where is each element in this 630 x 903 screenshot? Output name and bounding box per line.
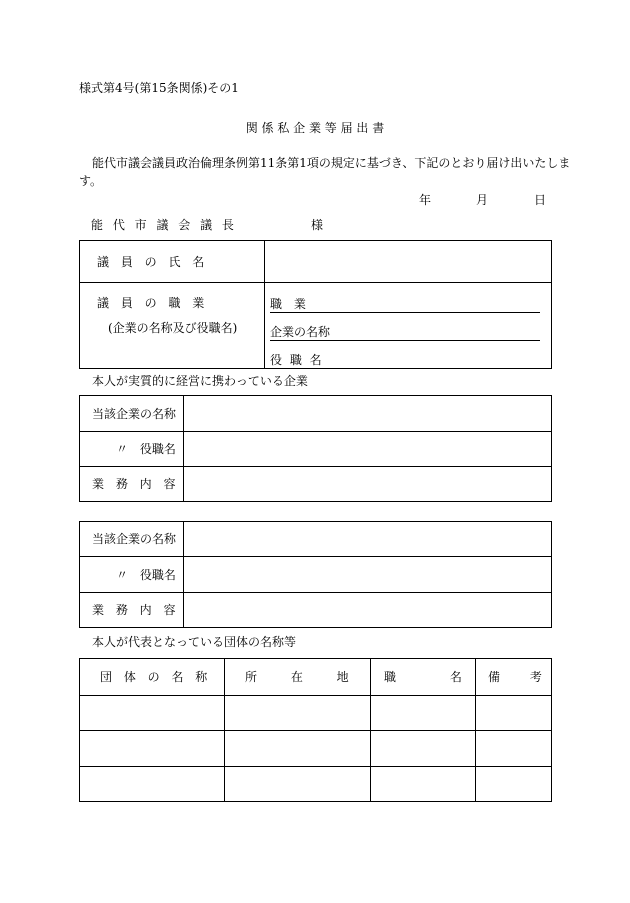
form-number: 様式第4号(第15条関係)その1 [79,81,239,95]
table-row [80,767,552,802]
org-remarks-cell[interactable] [476,731,552,767]
company-position-label-cell [80,557,184,593]
occupation-field-label: 職 業 [270,297,306,311]
company-name-label: 当該企業の名称 [92,532,177,546]
org-remarks-cell[interactable] [476,767,552,802]
company-position-label-cell [80,432,184,467]
org-title-cell[interactable] [371,767,476,802]
position-field-label: 役 職 名 [270,353,322,367]
org-header-name [80,659,225,696]
date-year: 年 [419,193,432,207]
company-name-label-cell [80,396,184,432]
org-header-location [225,659,371,696]
org-header-title-label: 職 名 [384,670,462,684]
table-row [80,696,552,731]
table-row [80,731,552,767]
org-header-remarks [476,659,552,696]
org-header-remarks-label: 備 考 [488,670,542,684]
company-position-value[interactable] [184,432,552,467]
org-name-cell[interactable] [80,696,225,731]
member-occupation-label-cell [80,283,265,369]
company-name-value[interactable] [184,522,552,557]
company-table-1 [79,395,552,502]
member-name-label: 議 員 の 氏 名 [97,254,205,269]
company-name-label-cell [80,522,184,557]
org-location-cell[interactable] [225,731,371,767]
org-name-cell[interactable] [80,767,225,802]
member-name-value[interactable] [265,241,552,283]
org-title-cell[interactable] [371,731,476,767]
company-name-field-label: 企業の名称 [270,325,331,339]
company-business-label-cell [80,593,184,628]
company-table-2 [79,521,552,628]
org-table [79,658,552,802]
section2-heading: 本人が代表となっている団体の名称等 [92,635,297,649]
org-header-title [371,659,476,696]
occupation-field[interactable] [270,297,540,315]
company-position-label: 〃 役職名 [116,567,176,582]
intro-text-wrap: す。 [79,174,103,188]
date-day: 日 [534,193,547,207]
member-table [79,240,552,369]
company-business-label: 業 務 内 容 [92,603,176,617]
org-location-cell[interactable] [225,767,371,802]
org-title-cell[interactable] [371,696,476,731]
company-name-value[interactable] [184,396,552,432]
company-business-label: 業 務 内 容 [92,477,176,491]
org-remarks-cell[interactable] [476,696,552,731]
member-name-label-cell [80,241,265,283]
org-name-cell[interactable] [80,731,225,767]
company-position-value[interactable] [184,557,552,593]
date-month: 月 [476,193,489,207]
company-name-label: 当該企業の名称 [92,406,177,421]
position-field[interactable] [270,353,540,371]
org-location-cell[interactable] [225,696,371,731]
org-header-location-label: 所 在 地 [245,670,349,684]
addressee-name: 能 代 市 議 会 議 長 [91,218,234,232]
addressee-honorific: 様 [311,218,324,232]
member-occupation-label: 議 員 の 職 業 [97,296,205,310]
section1-heading: 本人が実質的に経営に携わっている企業 [92,374,308,388]
company-business-value[interactable] [184,593,552,628]
member-occupation-value[interactable] [265,283,552,369]
company-business-label-cell [80,467,184,502]
company-name-field[interactable] [270,325,540,343]
member-occupation-sublabel: (企業の名称及び役職名) [108,321,238,335]
page-title: 関 係 私 企 業 等 届 出 書 [245,121,385,135]
company-business-value[interactable] [184,467,552,502]
intro-text: 能代市議会議員政治倫理条例第11条第1項の規定に基づき、下記のとおり届け出いたしま [92,156,571,170]
org-header-name-label: 団 体 の 名 称 [100,670,208,684]
company-position-label: 〃 役職名 [116,442,176,456]
